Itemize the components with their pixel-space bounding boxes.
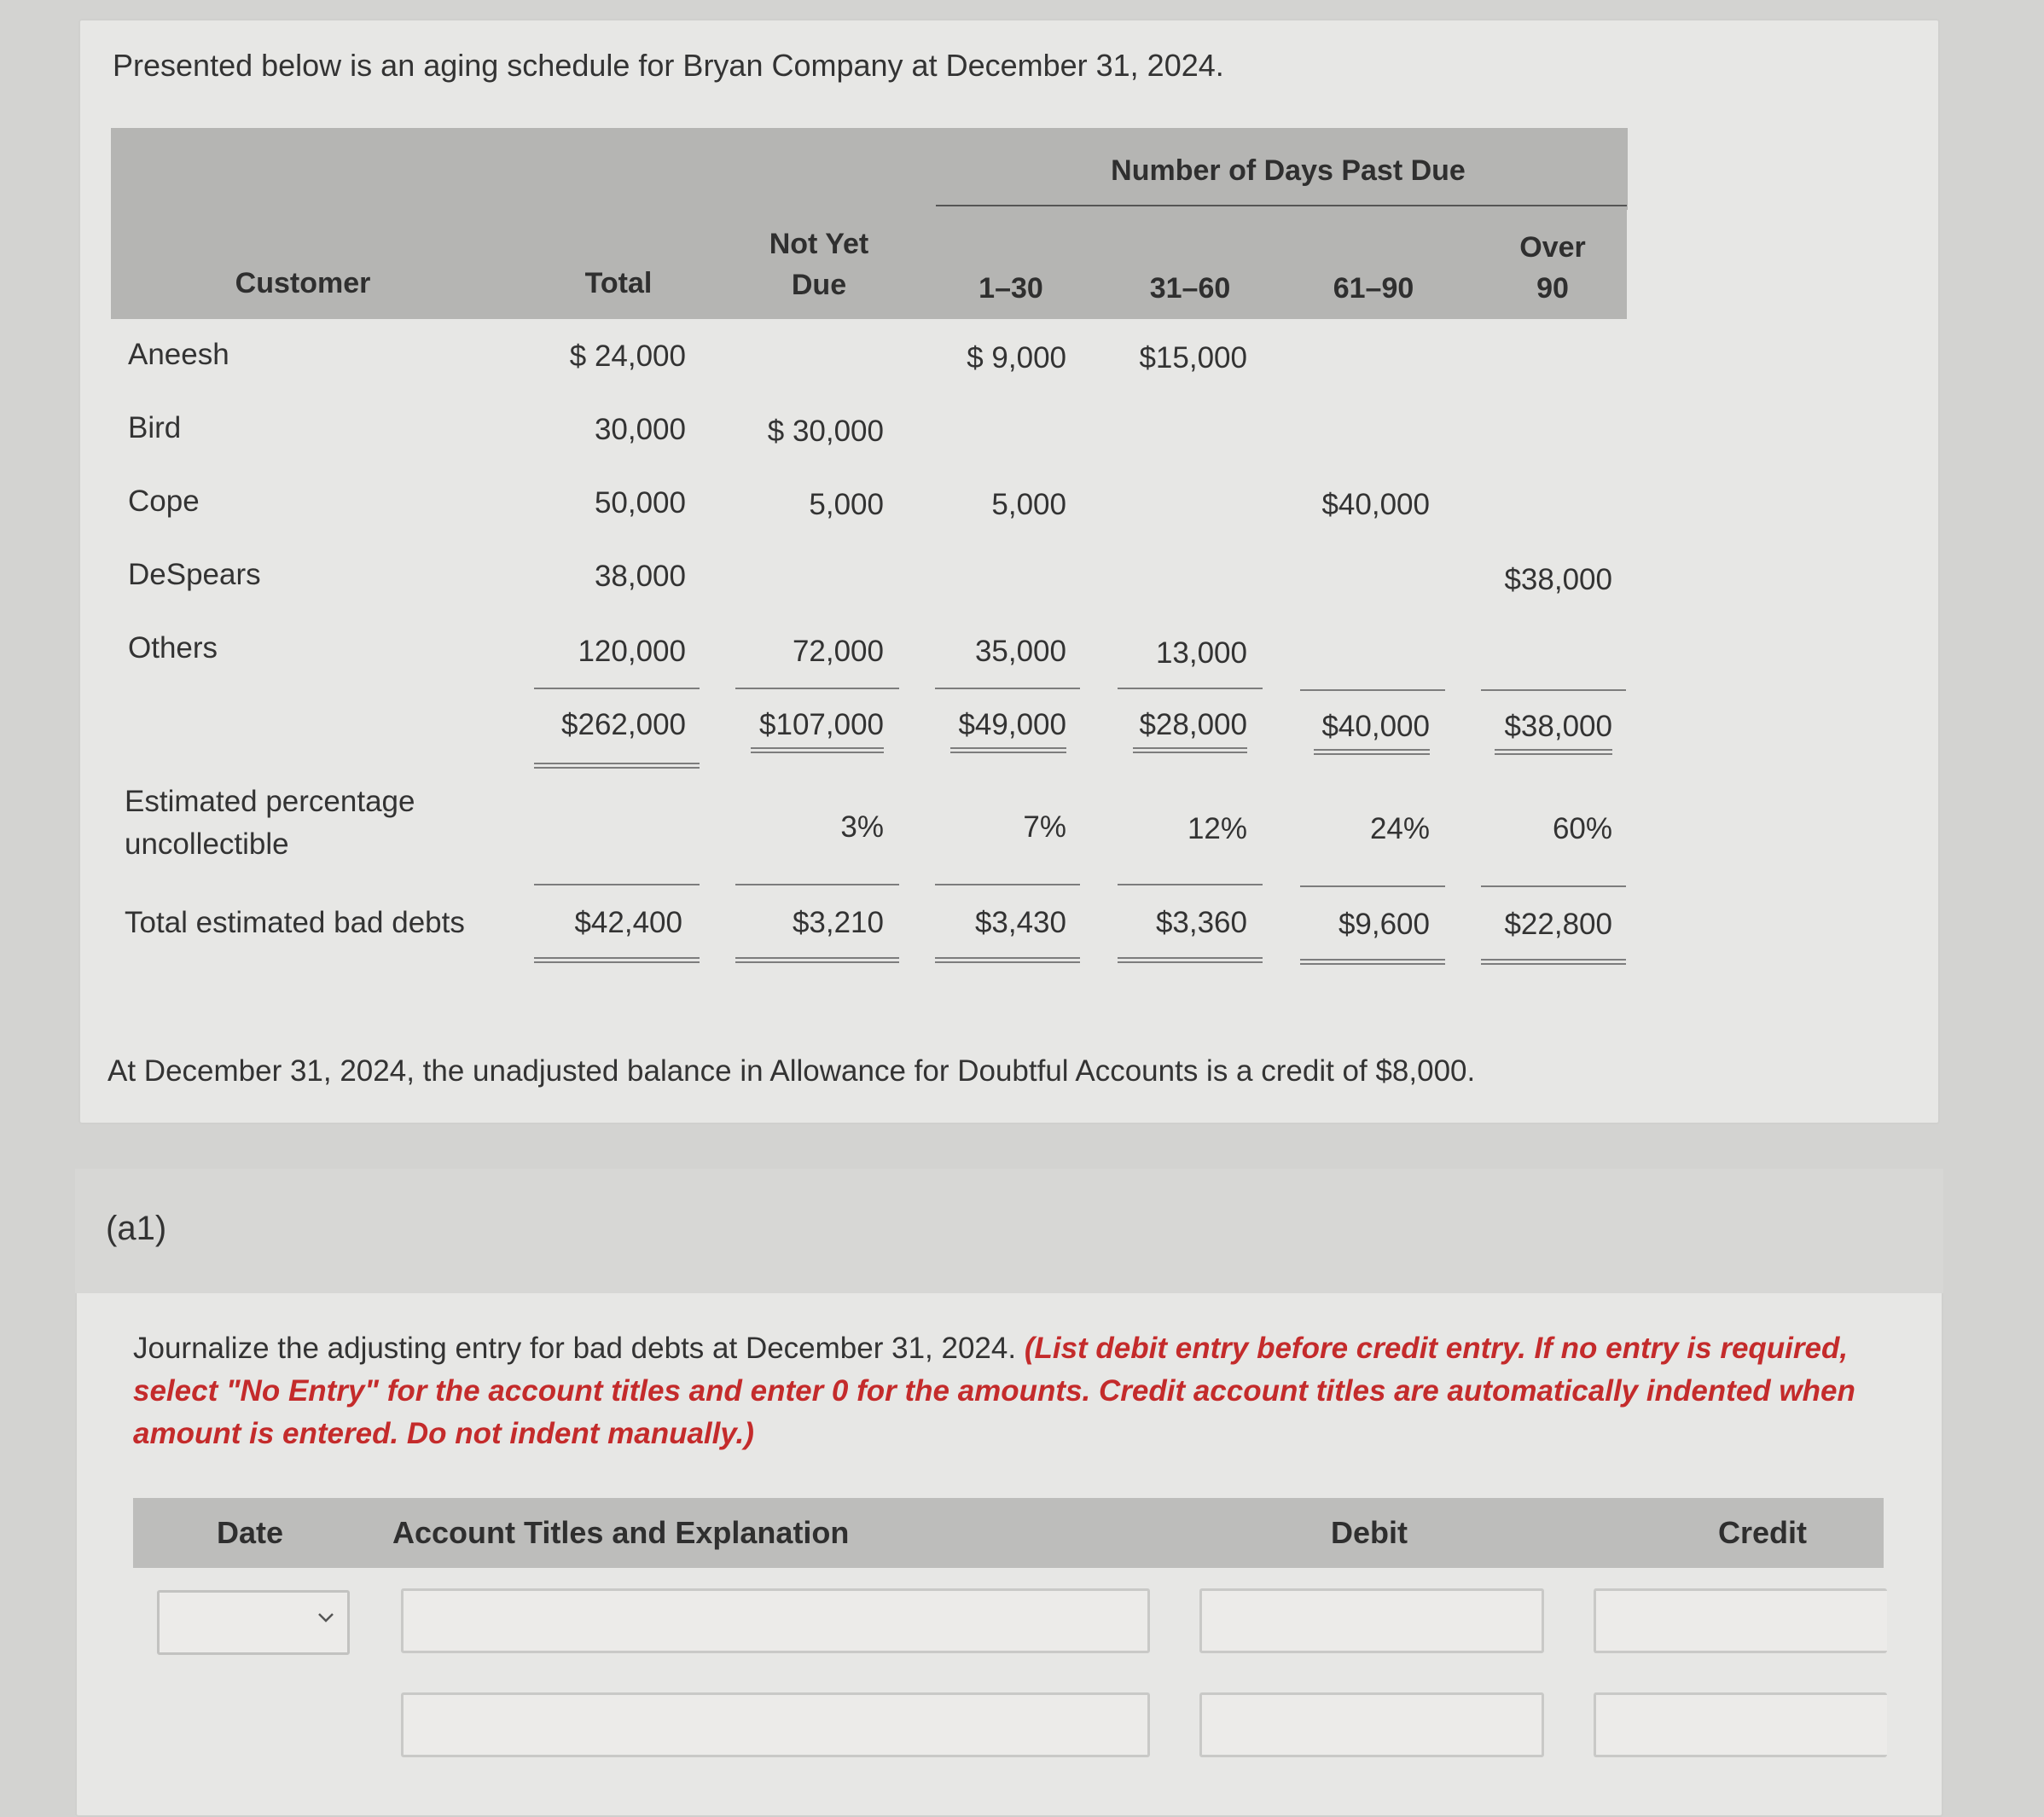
cell-not-yet-due: 72,000 [792, 635, 884, 668]
cell-total: 30,000 [594, 413, 686, 446]
sum-rule [1118, 688, 1263, 689]
sum-rule [1300, 689, 1445, 691]
bad-debts-label: Total estimated bad debts [125, 906, 465, 939]
bad-debts-31-60: $3,360 [1155, 906, 1247, 939]
double-rule [950, 747, 1066, 753]
customer-name: DeSpears [128, 558, 261, 591]
bad-debts-over-90: $22,800 [1504, 908, 1612, 941]
cell-61-90: $40,000 [1321, 488, 1430, 521]
customer-name: Others [128, 631, 218, 665]
header-days-past-due: Number of Days Past Due [1111, 154, 1466, 187]
customer-name: Aneesh [128, 338, 229, 371]
header-1-30: 1–30 [978, 272, 1043, 305]
cell-total: 38,000 [594, 560, 686, 593]
chevron-down-icon [316, 1608, 335, 1627]
pct-label-line2: uncollectible [125, 827, 289, 861]
customer-name: Bird [128, 411, 182, 444]
header-61-90: 61–90 [1333, 272, 1414, 305]
cell-1-30: $ 9,000 [967, 341, 1066, 374]
cell-31-60: 13,000 [1155, 636, 1247, 670]
double-rule [1118, 957, 1263, 963]
sum-rule [735, 688, 899, 689]
bad-debts-1-30: $3,430 [974, 906, 1066, 939]
sum-1-30: $49,000 [958, 708, 1066, 741]
debit-amount-input[interactable] [1199, 1588, 1544, 1653]
bad-debts-not-yet-due: $3,210 [792, 906, 884, 939]
journal-header-account: Account Titles and Explanation [392, 1515, 850, 1550]
pct-rule [1118, 884, 1263, 885]
pct-31-60: 12% [1187, 812, 1247, 845]
credit-amount-input[interactable] [1594, 1692, 1887, 1757]
cell-31-60: $15,000 [1139, 341, 1247, 374]
journal-header-date: Date [217, 1515, 284, 1550]
pct-not-yet-due: 3% [840, 810, 884, 844]
sum-total: $262,000 [561, 708, 686, 741]
pct-rule [534, 884, 700, 885]
sum-not-yet-due: $107,000 [759, 708, 884, 741]
double-rule [534, 763, 700, 769]
date-select[interactable] [157, 1590, 350, 1655]
pct-label-line1: Estimated percentage [125, 785, 415, 818]
double-rule [1314, 749, 1430, 755]
double-rule [735, 957, 899, 963]
double-rule [1300, 959, 1445, 965]
cell-1-30: 5,000 [991, 488, 1066, 521]
credit-amount-input[interactable] [1594, 1588, 1887, 1653]
cell-not-yet-due: $ 30,000 [767, 415, 884, 448]
pct-61-90: 24% [1369, 812, 1430, 845]
header-total: Total [584, 267, 653, 299]
header-not-yet-due-line2: Due [791, 269, 847, 301]
header-not-yet-due-line1: Not Yet [769, 228, 869, 260]
sum-rule [1481, 689, 1626, 691]
double-rule [1495, 749, 1612, 755]
sum-rule [534, 688, 700, 689]
cell-1-30: 35,000 [974, 635, 1066, 668]
pct-over-90: 60% [1552, 812, 1612, 845]
journal-header-debit: Debit [1331, 1515, 1408, 1550]
allowance-note: At December 31, 2024, the unadjusted balance in Allowance for Doubtful Accounts is a credit of $8,000. [107, 1054, 1476, 1088]
intro-text: Presented below is an aging schedule for Bryan Company at December 31, 2024. [113, 48, 1224, 83]
cell-total: 50,000 [594, 486, 686, 520]
sum-rule [935, 688, 1080, 689]
header-customer: Customer [235, 267, 371, 299]
debit-amount-input[interactable] [1199, 1692, 1544, 1757]
account-title-input[interactable] [401, 1588, 1150, 1653]
bad-debts-61-90: $9,600 [1338, 908, 1430, 941]
sum-over-90: $38,000 [1504, 710, 1612, 743]
account-title-input[interactable] [401, 1692, 1150, 1757]
header-over-90-line2: 90 [1536, 272, 1569, 305]
double-rule [1481, 959, 1626, 965]
cell-not-yet-due: 5,000 [809, 488, 884, 521]
part-header-band [75, 1169, 1943, 1293]
sum-31-60: $28,000 [1139, 708, 1247, 741]
sum-61-90: $40,000 [1321, 710, 1430, 743]
instruction-text: Journalize the adjusting entry for bad debts at December 31, 2024. [133, 1332, 1017, 1365]
part-label: (a1) [106, 1210, 167, 1247]
bad-debts-total: $42,400 [574, 906, 682, 939]
customer-name: Cope [128, 485, 200, 518]
header-over-90-line1: Over [1519, 231, 1586, 264]
instructions [133, 1327, 1882, 1455]
pct-rule [735, 884, 899, 885]
cell-total: $ 24,000 [569, 340, 686, 373]
cell-over-90: $38,000 [1504, 563, 1612, 596]
instruction-note: (List debit entry before credit entry. If no entry is required, select "No Entry" for the account titles and enter 0 for the amounts. Credit account titles are automatically indented when amount is entered. Do not indent manually.) [133, 1332, 1855, 1450]
cell-total: 120,000 [578, 635, 686, 668]
double-rule [751, 747, 884, 753]
pct-rule [1481, 885, 1626, 887]
group-divider [936, 205, 1627, 206]
header-31-60: 31–60 [1149, 272, 1231, 305]
pct-rule [935, 884, 1080, 885]
pct-1-30: 7% [1023, 810, 1066, 844]
double-rule [1133, 747, 1247, 753]
double-rule [534, 957, 700, 963]
pct-rule [1300, 885, 1445, 887]
journal-header-credit: Credit [1718, 1515, 1808, 1550]
double-rule [935, 957, 1080, 963]
